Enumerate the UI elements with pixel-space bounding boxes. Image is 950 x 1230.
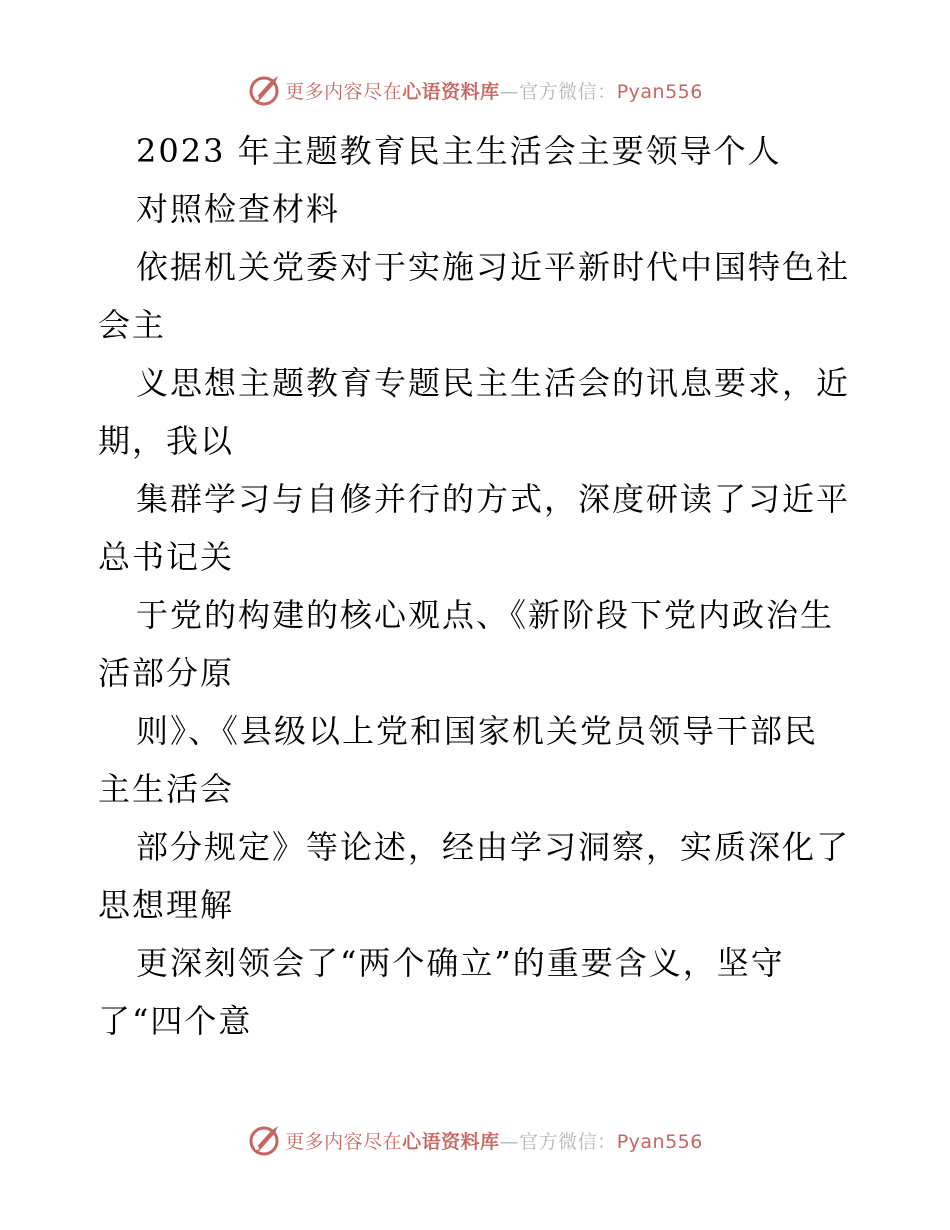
footer-text-lib: 心语资料库 [402,1130,500,1153]
document-title-line-1: 2023 年主题教育民主生活会主要领导个人 [136,132,782,170]
footer-separator: — [499,1130,520,1153]
paragraph-line-3: 义思想主题教育专题民主生活会的讯息要求，近 [136,364,851,402]
header-text-main: 更多内容尽在 [285,80,403,103]
paragraph-line-5: 集群学习与自修并行的方式，深度研读了习近平 [136,480,851,518]
header-banner-text [285,77,703,104]
header-banner [0,70,950,110]
quill-pen-logo-icon [247,1123,281,1157]
header-separator: — [499,80,520,103]
paragraph-line-8: 活部分原 [98,654,235,692]
paragraph-line-14: 了“四个意 [98,1002,253,1040]
paragraph-line-10: 主生活会 [98,770,235,808]
footer-text-wechat: 官方微信： [519,1130,617,1153]
document-title-line-2: 对照检查材料 [136,190,341,228]
paragraph-line-11: 部分规定》等论述，经由学习洞察，实质深化了 [136,828,851,866]
footer-wechat-id: Pyan556 [616,1130,703,1153]
paragraph-line-1: 依据机关党委对于实施习近平新时代中国特色社 [136,248,851,286]
header-wechat-id: Pyan556 [616,80,703,103]
paragraph-line-12: 思想理解 [98,886,235,924]
paragraph-line-2: 会主 [98,306,167,344]
paragraph-line-9: 则》、《县级以上党和国家机关党员领导干部民 [136,712,819,750]
quill-pen-logo-icon [247,73,281,107]
paragraph-line-6: 总书记关 [98,538,235,576]
footer-banner [0,1120,950,1160]
document-body [98,122,858,1050]
footer-text-main: 更多内容尽在 [285,1130,403,1153]
paragraph-line-4: 期，我以 [98,422,235,460]
paragraph-line-13: 更深刻领会了“两个确立”的重要含义，坚守 [136,944,785,982]
footer-banner-text [285,1127,703,1154]
header-text-wechat: 官方微信： [519,80,617,103]
paragraph-line-7: 于党的构建的核心观点、《新阶段下党内政治生 [136,596,835,634]
header-text-lib: 心语资料库 [402,80,500,103]
